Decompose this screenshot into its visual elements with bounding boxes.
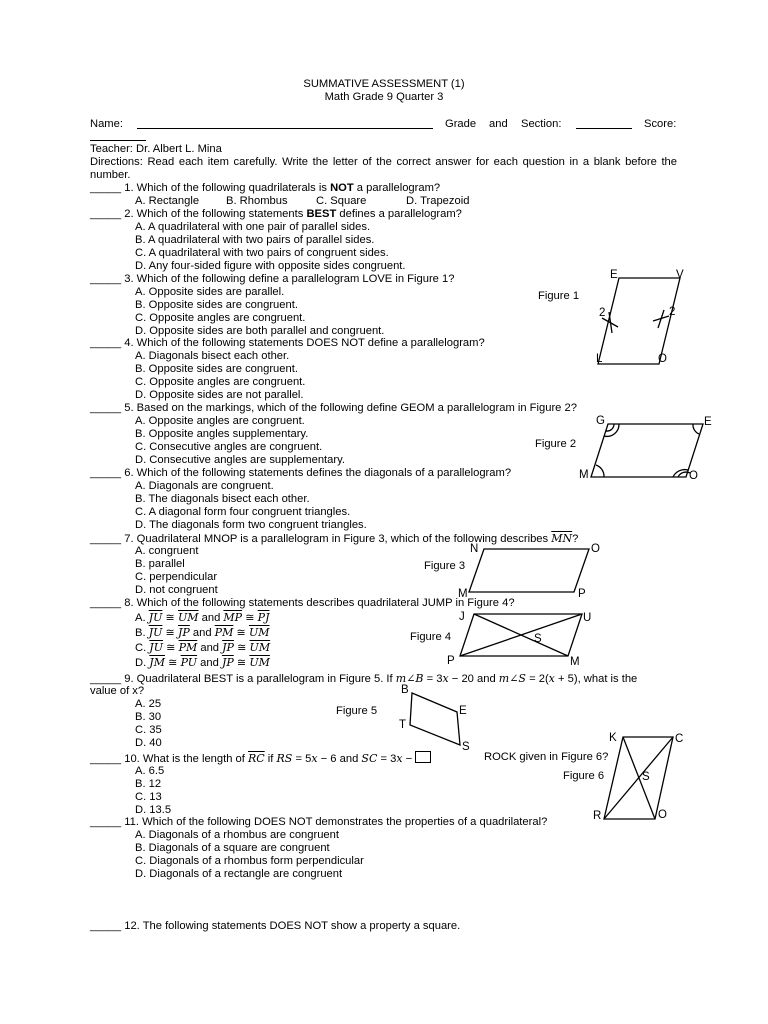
question-4: _____ 4. Which of the following statements DOES NOT define a parallelogram? [90, 337, 485, 349]
vertex-label: K [609, 732, 617, 744]
vertex-label: E [704, 416, 712, 428]
question-11: _____ 11. Which of the following DOES NOT demonstrates the properties of a quadrilateral? [90, 816, 548, 828]
choice: B. Rhombus [226, 195, 288, 207]
answer-blank[interactable]: _____ [90, 337, 122, 349]
choice: C. Diagonals of a rhombus form perpendicular [135, 855, 364, 867]
segment-mn: $\overline{MN}$ [551, 532, 573, 545]
vertex-label: M [458, 588, 468, 600]
choice: B. Opposite sides are congruent. [135, 299, 298, 311]
vertex-label: S [534, 633, 542, 645]
choice: C. Opposite angles are congruent. [135, 312, 306, 324]
choice: D. Opposite sides are both parallel and congruent. [135, 325, 385, 337]
diagonal-up [460, 614, 582, 656]
parallelogram-mnop [469, 549, 589, 592]
and-label: and [489, 118, 508, 130]
choice: B. Opposite angles supplementary. [135, 428, 309, 440]
question-6: _____ 6. Which of the following statements defines the diagonals of a parallelogram? [90, 467, 512, 479]
choice: D. Any four-sided figure with opposite sides congruent. [135, 260, 406, 272]
vertex-label: C [675, 733, 684, 745]
question-12: _____ 12. The following statements DOES NOT show a property a square. [90, 920, 461, 932]
vertex-label: N [470, 543, 479, 555]
vertex-label: M [579, 469, 589, 481]
teacher-line: Teacher: Dr. Albert L. Mina [90, 143, 222, 155]
assessment-title: SUMMATIVE ASSESSMENT (1) [303, 78, 465, 90]
diagonal-cr [604, 737, 673, 819]
answer-blank[interactable]: _____ [90, 753, 122, 765]
answer-blank[interactable]: _____ [90, 273, 122, 285]
choice: B. parallel [135, 558, 185, 570]
figure-6-caption: Figure 6 [563, 770, 605, 782]
vertex-label: M [570, 656, 580, 668]
choice: D. Opposite sides are not parallel. [135, 389, 304, 401]
mark-label: 2 [599, 307, 606, 319]
vertex-label: E [459, 705, 467, 717]
vertex-label: T [399, 719, 407, 731]
answer-blank[interactable]: _____ [90, 533, 122, 545]
vertex-label: P [447, 655, 455, 667]
vertex-label: V [676, 269, 684, 281]
vertex-label: E [610, 269, 618, 281]
choice: D. The diagonals form two congruent triangles. [135, 519, 367, 531]
score-label: Score: [644, 118, 677, 130]
choice: A. A quadrilateral with one pair of parallel sides. [135, 221, 371, 233]
question-9-cont: value of x? [90, 685, 145, 697]
question-3: _____ 3. Which of the following define a parallelogram LOVE in Figure 1? [90, 273, 455, 285]
choice: D. 40 [135, 737, 162, 749]
choice: C. Square [316, 195, 367, 207]
vertex-label: B [401, 684, 409, 696]
choice: A. Diagonals are congruent. [135, 480, 274, 492]
question-7: _____ 7. Quadrilateral MNOP is a parallelogram in Figure 3, which of the following describes $\overline{MN}$? [90, 532, 579, 545]
assessment-subtitle: Math Grade 9 Quarter 3 [324, 91, 444, 103]
question-10: _____ 10. What is the length of $\overline{RC}$ if RS = 5x − 6 and SC = 3x − [90, 751, 431, 766]
choice: A. 25 [135, 698, 162, 710]
vertex-label: S [642, 771, 650, 783]
choice: C. Consecutive angles are congruent. [135, 441, 323, 453]
vertex-label: P [578, 588, 586, 600]
question-9: _____ 9. Quadrilateral BEST is a parallelogram in Figure 5. If m∠B = 3x − 20 and m∠S = 2(x + 5), what is the [90, 672, 638, 685]
choice: B. Opposite sides are congruent. [135, 363, 298, 375]
choice: C. $\overline{JU}$ ≅ $\overline{PM}$ and $\overline{JP}$ ≅ $\overline{UM}$ [135, 641, 271, 654]
choice: D. Trapezoid [406, 195, 470, 207]
choice: A. Diagonals of a rhombus are congruent [135, 829, 339, 841]
section-label: Section: [521, 118, 562, 130]
answer-blank[interactable]: _____ [90, 816, 122, 828]
figure-3-caption: Figure 3 [424, 560, 466, 572]
choice: D. Consecutive angles are supplementary. [135, 454, 345, 466]
grade-label: Grade [445, 118, 477, 130]
choice: B. 30 [135, 711, 162, 723]
question-10-end: ROCK given in Figure 6? [484, 751, 609, 763]
choice: B. The diagonals bisect each other. [135, 493, 310, 505]
choice: A. congruent [135, 545, 199, 557]
directions: Directions: Read each item carefully. Write the letter of the correct answer for each question in a blank before the [90, 156, 677, 168]
vertex-label: U [583, 612, 592, 624]
choice: A. Opposite angles are congruent. [135, 415, 305, 427]
answer-blank[interactable]: _____ [90, 467, 122, 479]
angle-arc [596, 465, 604, 477]
figure-5-caption: Figure 5 [336, 705, 378, 717]
vertex-label: G [596, 415, 605, 427]
figure-4-caption: Figure 4 [410, 631, 452, 643]
choice: B. $\overline{JU}$ ≅ $\overline{JP}$ and $\overline{PM}$ ≅ $\overline{UM}$ [135, 626, 270, 639]
parallelogram-best [410, 693, 460, 745]
choice: A. 6.5 [135, 765, 165, 777]
choice: A. Rectangle [135, 195, 200, 207]
figure-1-caption: Figure 1 [538, 290, 580, 302]
question-1: _____ 1. Which of the following quadrilaterals is NOT a parallelogram? [90, 182, 441, 194]
choice: D. Diagonals of a rectangle are congruent [135, 868, 343, 880]
mark-label: 2 [669, 306, 676, 318]
choice: D. $\overline{JM}$ ≅ $\overline{PU}$ and $\overline{JP}$ ≅ $\overline{UM}$ [135, 656, 270, 669]
choice: D. not congruent [135, 584, 218, 596]
answer-blank[interactable]: _____ [90, 597, 122, 609]
vertex-label: R [593, 810, 602, 822]
question-5: _____ 5. Based on the markings, which of the following define GEOM a parallelogram in Figure 2? [90, 402, 577, 414]
vertex-label: O [591, 543, 600, 555]
choice: A. Opposite sides are parallel. [135, 286, 285, 298]
vertex-label: L [596, 353, 603, 365]
choice: A. $\overline{JU}$ ≅ $\overline{UM}$ and $\overline{MP}$ ≅ $\overline{PJ}$ [135, 611, 270, 624]
vertex-label: O [658, 353, 667, 365]
choice: B. A quadrilateral with two pairs of parallel sides. [135, 234, 375, 246]
choice: C. A quadrilateral with two pairs of congruent sides. [135, 247, 389, 259]
vertex-label: J [459, 611, 465, 623]
vertex-label: S [462, 741, 470, 753]
choice: C. A diagonal form four congruent triangles. [135, 506, 351, 518]
figure-2-caption: Figure 2 [535, 438, 577, 450]
choice: C. Opposite angles are congruent. [135, 376, 306, 388]
choice: C. 13 [135, 791, 162, 803]
choice: C. perpendicular [135, 571, 218, 583]
question-8: _____ 8. Which of the following statements describes quadrilateral JUMP in Figure 4? [90, 597, 515, 609]
answer-blank[interactable]: _____ [90, 402, 122, 414]
choice: B. 12 [135, 778, 162, 790]
question-2: _____ 2. Which of the following statements BEST defines a parallelogram? [90, 208, 462, 220]
answer-blank[interactable]: _____ [90, 673, 122, 685]
choice: B. Diagonals of a square are congruent [135, 842, 330, 854]
vertex-label: O [658, 809, 667, 821]
vertex-label: O [689, 470, 698, 482]
angle-arc [693, 424, 699, 434]
directions-cont: number. [90, 169, 131, 181]
answer-blank[interactable]: _____ [90, 920, 122, 932]
choice: A. Diagonals bisect each other. [135, 350, 290, 362]
name-label: Name: [90, 118, 123, 130]
choice: C. 35 [135, 724, 162, 736]
answer-blank[interactable]: _____ [90, 208, 122, 220]
choice: D. 13.5 [135, 804, 172, 816]
answer-blank[interactable]: _____ [90, 182, 122, 194]
